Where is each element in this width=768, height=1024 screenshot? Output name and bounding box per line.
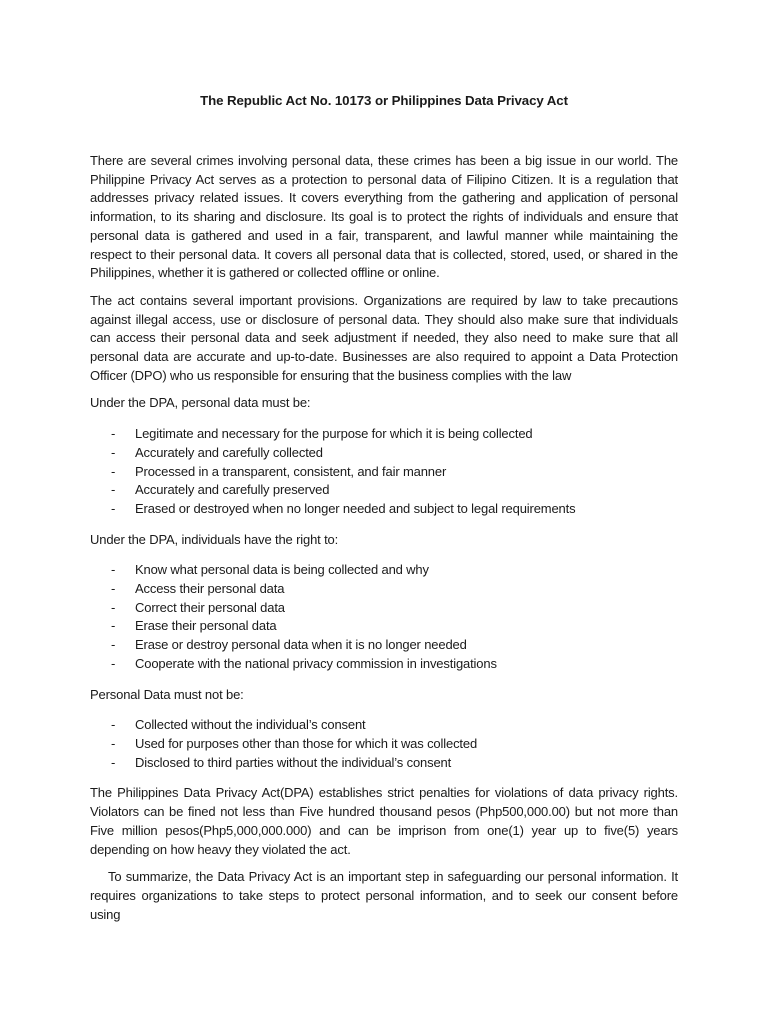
list-item: - Collected without the individual’s consent	[90, 716, 678, 735]
document-page	[90, 92, 678, 933]
summary-paragraph: To summarize, the Data Privacy Act is an important step in safeguarding our personal information. It requires organizations to take steps to protect personal information, and to seek our consent before using	[90, 869, 678, 922]
list-item: - Erase their personal data	[90, 617, 678, 636]
list-item: - Access their personal data	[90, 580, 678, 599]
dash-marker: -	[111, 735, 116, 751]
personal-data-must-be-lead: Under the DPA, personal data must be:	[90, 395, 311, 411]
list-item: - Erased or destroyed when no longer needed and subject to legal requirements	[90, 500, 678, 519]
dash-marker: -	[111, 500, 116, 516]
dash-marker: -	[111, 637, 116, 653]
list-item: - Know what personal data is being collected and why	[90, 561, 678, 580]
dash-marker: -	[111, 463, 116, 479]
list-item: - Accurately and carefully preserved	[90, 481, 678, 500]
dash-marker: -	[111, 581, 116, 597]
individual-rights-lead: Under the DPA, individuals have the right to:	[90, 531, 339, 547]
dash-marker: -	[111, 482, 116, 498]
dash-marker: -	[111, 717, 116, 733]
personal-data-must-be-list	[90, 425, 678, 519]
dash-marker: -	[111, 754, 116, 770]
dash-marker: -	[111, 618, 116, 634]
personal-data-must-not-be-list	[90, 716, 678, 772]
list-item: - Cooperate with the national privacy commission in investigations	[90, 655, 678, 674]
list-item: - Accurately and carefully collected	[90, 444, 678, 463]
dash-marker: -	[111, 426, 116, 442]
list-item: - Erase or destroy personal data when it is no longer needed	[90, 636, 678, 655]
list-item: - Used for purposes other than those for which it was collected	[90, 735, 678, 754]
intro-paragraph: There are several crimes involving personal data, these crimes has been a big issue in our world. The Philippine Privacy Act serves as a protection to personal data of Filipino Citizen. It is a regulation that addresses privacy related issues. It covers everything from the gathering and application of personal information, to its sharing and disclosure. Its goal is to protect the rights of individuals and ensure that personal data is gathered and used in a fair, transparent, and lawful manner while maintaining the respect to their personal data. It covers all personal data that is collected, stored, used, or shared in the Philippines, whether it is gathered or collected offline or online.	[90, 153, 678, 281]
list-item: - Disclosed to third parties without the individual’s consent	[90, 754, 678, 773]
list-item: - Correct their personal data	[90, 599, 678, 618]
penalties-paragraph: The Philippines Data Privacy Act(DPA) establishes strict penalties for violations of data privacy rights. Violators can be fined not less than Five hundred thousand pesos (Php500,000.00) but not more than Five million pesos(Php5,000,000.000) and can be imprison from one(1) year up to five(5) years depending on how heavy they violated the act.	[90, 785, 678, 857]
personal-data-must-not-be-lead: Personal Data must not be:	[90, 686, 244, 702]
dash-marker: -	[111, 562, 116, 578]
provisions-paragraph: The act contains several important provisions. Organizations are required by law to take precautions against illegal access, use or disclosure of personal data. They should also make sure that individuals can access their personal data and seek adjustment if needed, they also need to make sure that all personal data are accurate and up-to-date. Businesses are also required to appoint a Data Protection Officer (DPO) who us responsible for ensuring that the business complies with the law	[90, 292, 678, 383]
dash-marker: -	[111, 444, 116, 460]
list-item: - Legitimate and necessary for the purpose for which it is being collected	[90, 425, 678, 444]
individual-rights-list	[90, 561, 678, 673]
document-title: The Republic Act No. 10173 or Philippines Data Privacy Act	[200, 93, 568, 108]
dash-marker: -	[111, 599, 116, 615]
dash-marker: -	[111, 655, 116, 671]
list-item: - Processed in a transparent, consistent, and fair manner	[90, 463, 678, 482]
